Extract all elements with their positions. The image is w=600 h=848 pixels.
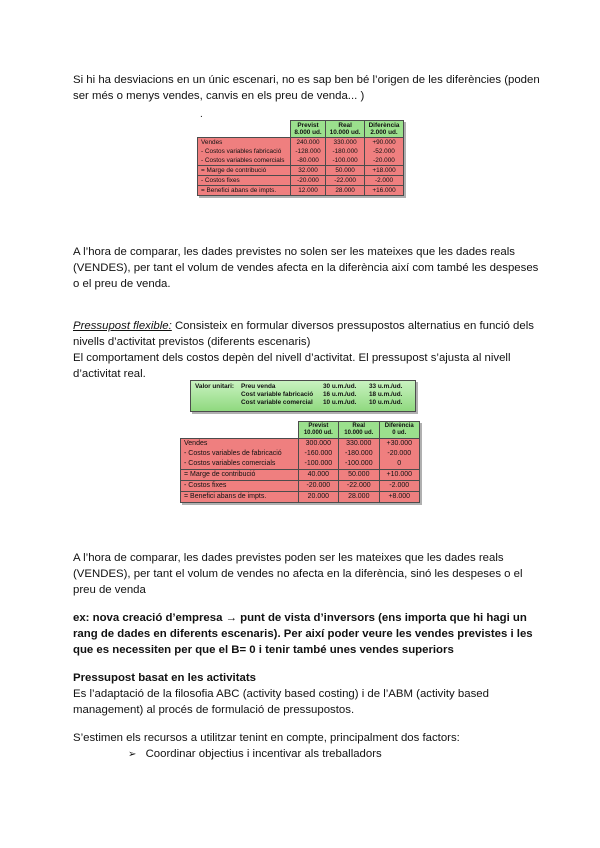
table-row: - Costos variables de fabricació -160.000 -180.000 -20.000 <box>181 449 420 459</box>
table-row: - Costos fixes -20.000 -22.000 -2.000 <box>198 176 404 186</box>
text-line: rang de dades en diferents escenaris). Per així poder veure les vendes previstes i les <box>73 628 533 640</box>
text-line: ser més o menys vendes, canvis en els preu de venda... ) <box>73 90 365 102</box>
table-row: = Marge de contribució 40.000 50.000 +10.000 <box>181 470 420 481</box>
bullet-item: ➢ Coordinar objectius i incentivar als treballadors <box>128 748 382 760</box>
table-row: = Benefici abans de impts. 20.000 28.000 +8.000 <box>181 492 420 503</box>
term-pressupost-flexible: Pressupost flexible: <box>73 320 172 332</box>
table-row: = Marge de contribució 32.000 50.000 +18.000 <box>198 166 404 176</box>
section-heading: Pressupost basat en les activitats <box>73 672 256 684</box>
stray-dot: . <box>200 109 203 120</box>
table-row: - Costos variables comercials -80.000 -100.000 -20.000 <box>198 156 404 166</box>
table-header: Previst 10.000 ud. <box>298 422 338 439</box>
paragraph-example <box>73 610 553 658</box>
unit-values-title: Valor unitari: <box>195 383 235 390</box>
budget-table-fixed <box>197 120 404 196</box>
text-line: ex: nova creació d’empresa → punt de vista d’inversors (ens importa que hi hagi un <box>73 612 527 624</box>
table-header: Previst 8.000 ud. <box>290 121 325 138</box>
text-line: El comportament dels costos depèn del nivell d’activitat. El pressupost s’ajusta al nivell <box>73 352 511 364</box>
text-line: que es necessiten per que el B= 0 i tenir també unes vendes superiors <box>73 644 454 656</box>
table-row: Vendes 300.000 330.000 +30.000 <box>181 439 420 450</box>
text-line: Si hi ha desviacions en un únic escenari, no es sap ben bé l’origen de les diferències (poden <box>73 74 540 86</box>
text-line: (VENDES), per tant el volum de vendes afecta en la diferència així com també les despeses <box>73 262 539 274</box>
table-row: - Costos variables comercials -100.000 -100.000 0 <box>181 459 420 470</box>
text-line: Pressupost flexible: Consisteix en formular diversos pressupostos alternatius en funció dels <box>73 320 534 332</box>
table-row: - Costos fixes -20.000 -22.000 -2.000 <box>181 481 420 492</box>
table-header: Diferència 0 ud. <box>379 422 420 439</box>
paragraph-comparar-2 <box>73 550 543 598</box>
text-line: o el preu de venda. <box>73 278 171 290</box>
text-line: management) al procés de formulació de pressupostos. <box>73 704 355 716</box>
table-header: Diferència 2.000 ud. <box>365 121 404 138</box>
table-row: Vendes 240.000 330.000 +90.000 <box>198 138 404 148</box>
paragraph-desviacions <box>73 72 543 104</box>
text-line: Es l’adaptació de la filosofia ABC (activity based costing) i de l’ABM (activity based <box>73 688 489 700</box>
text-line: d’activitat real. <box>73 368 146 380</box>
arrow-bullet-icon: ➢ <box>128 749 137 760</box>
unit-values-box: Valor unitari: Preu venda Cost variable fabricació Cost variable comercial 30 u.m./ud. 16 u.m./ud. 10 u.m./ud. 33 u.m./ud. 18 u.m./ud. 10 u.m./ud. <box>190 380 416 412</box>
text-line: S’estimen els recursos a utilitzar tenint en compte, principalment dos factors: <box>73 732 460 744</box>
text-line: A l’hora de comparar, les dades previstes poden ser les mateixes que les dades reals <box>73 552 504 564</box>
budget-table-flexible <box>180 421 420 503</box>
table-row: - Costos variables fabricació -128.000 -180.000 -52.000 <box>198 147 404 156</box>
paragraph-pressupost-flexible <box>73 318 543 382</box>
paragraph-recursos <box>73 730 543 746</box>
text-line: A l’hora de comparar, les dades previstes no solen ser les mateixes que les dades reals <box>73 246 515 258</box>
paragraph-comparar-1 <box>73 244 543 292</box>
table-header: Real 10.000 ud. <box>339 422 379 439</box>
paragraph-abc <box>73 670 543 718</box>
table-header: Real 10.000 ud. <box>326 121 365 138</box>
text-line: preu de venda <box>73 584 146 596</box>
table-row: = Benefici abans de impts. 12.000 28.000 +16.000 <box>198 186 404 196</box>
text-line: (VENDES), per tant el volum de vendes no afecta en la diferència, sinó les despeses o el <box>73 568 523 580</box>
text-line: nivells d’activitat previstos (diferents escenaris) <box>73 336 311 348</box>
